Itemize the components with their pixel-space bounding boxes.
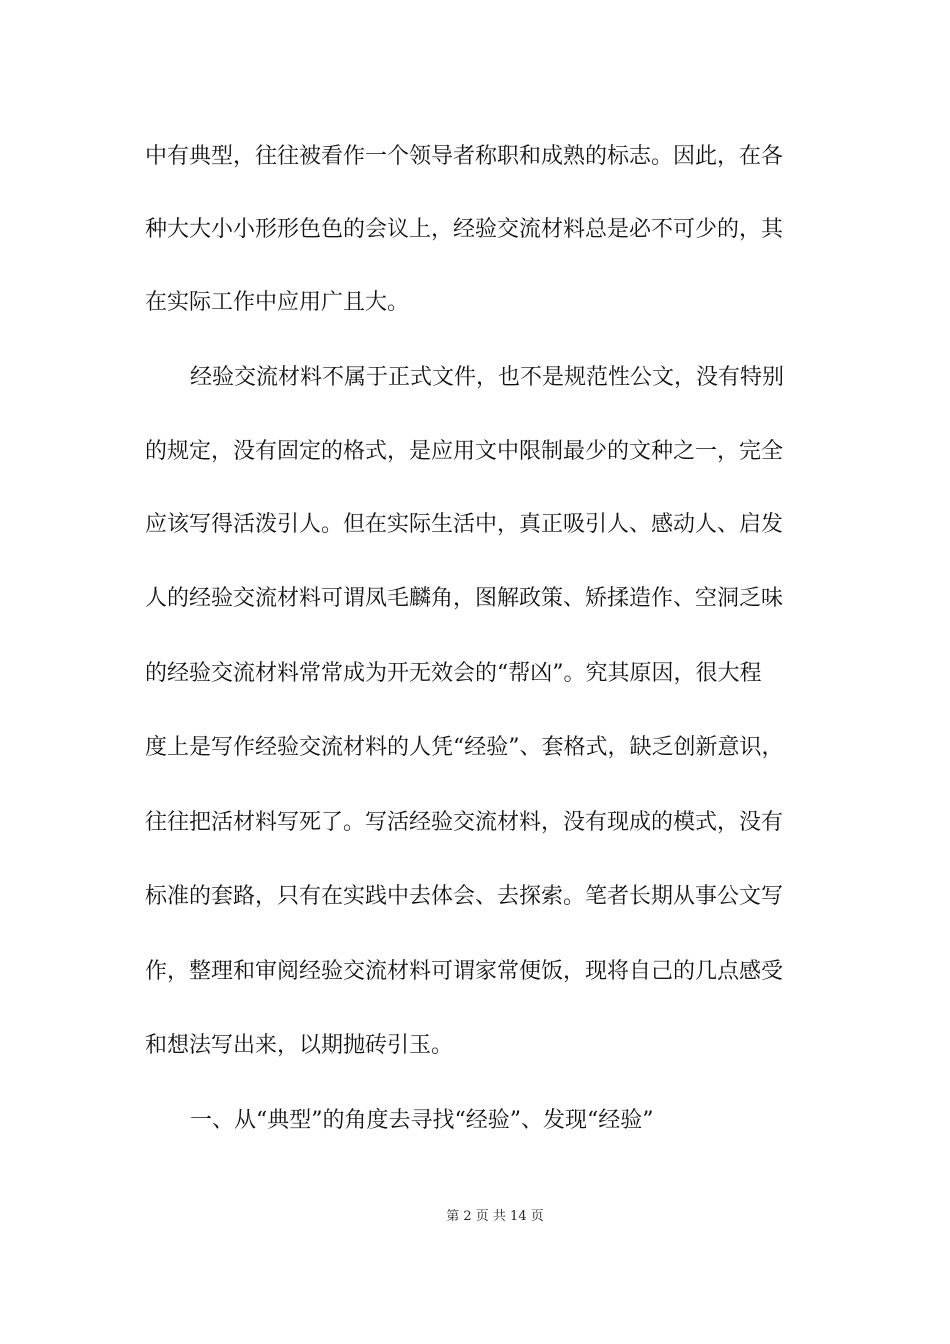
paragraph-line: 经验交流材料不属于正式文件，也不是规范性公文，没有特别 — [190, 365, 785, 390]
page-footer: 第 2 页 共 14 页 — [446, 1209, 544, 1224]
paragraph-line: 和想法写出来，以期抛砖引玉。 — [145, 1033, 454, 1058]
section-heading: 一、从“典型”的角度去寻找“经验”、发现“经验” — [190, 1108, 654, 1133]
paragraph-line: 应该写得活泼引人。但在实际生活中，真正吸引人、感动人、启发 — [145, 512, 784, 537]
paragraph-line: 度上是写作经验交流材料的人凭“经验”、套格式，缺乏创新意识， — [145, 735, 784, 760]
paragraph-line: 作，整理和审阅经验交流材料可谓家常便饭，现将自己的几点感受 — [145, 959, 784, 984]
paragraph-line: 的经验交流材料常常成为开无效会的“帮凶”。究其原因，很大程 — [145, 661, 762, 686]
paragraph-line: 标准的套路，只有在实践中去体会、去探索。笔者长期从事公文写 — [145, 884, 784, 909]
paragraph-line: 的规定，没有固定的格式，是应用文中限制最少的文种之一，完全 — [145, 439, 784, 464]
paragraph-line: 中有典型，往往被看作一个领导者称职和成熟的标志。因此，在各 — [145, 144, 784, 169]
paragraph-line: 往往把活材料写死了。写活经验交流材料，没有现成的模式，没有 — [145, 810, 784, 835]
paragraph-line: 人的经验交流材料可谓凤毛麟角，图解政策、矫揉造作、空洞乏味 — [145, 586, 784, 611]
paragraph-line: 在实际工作中应用广且大。 — [145, 290, 410, 315]
paragraph-line: 种大大小小形形色色的会议上，经验交流材料总是必不可少的，其 — [145, 217, 784, 242]
